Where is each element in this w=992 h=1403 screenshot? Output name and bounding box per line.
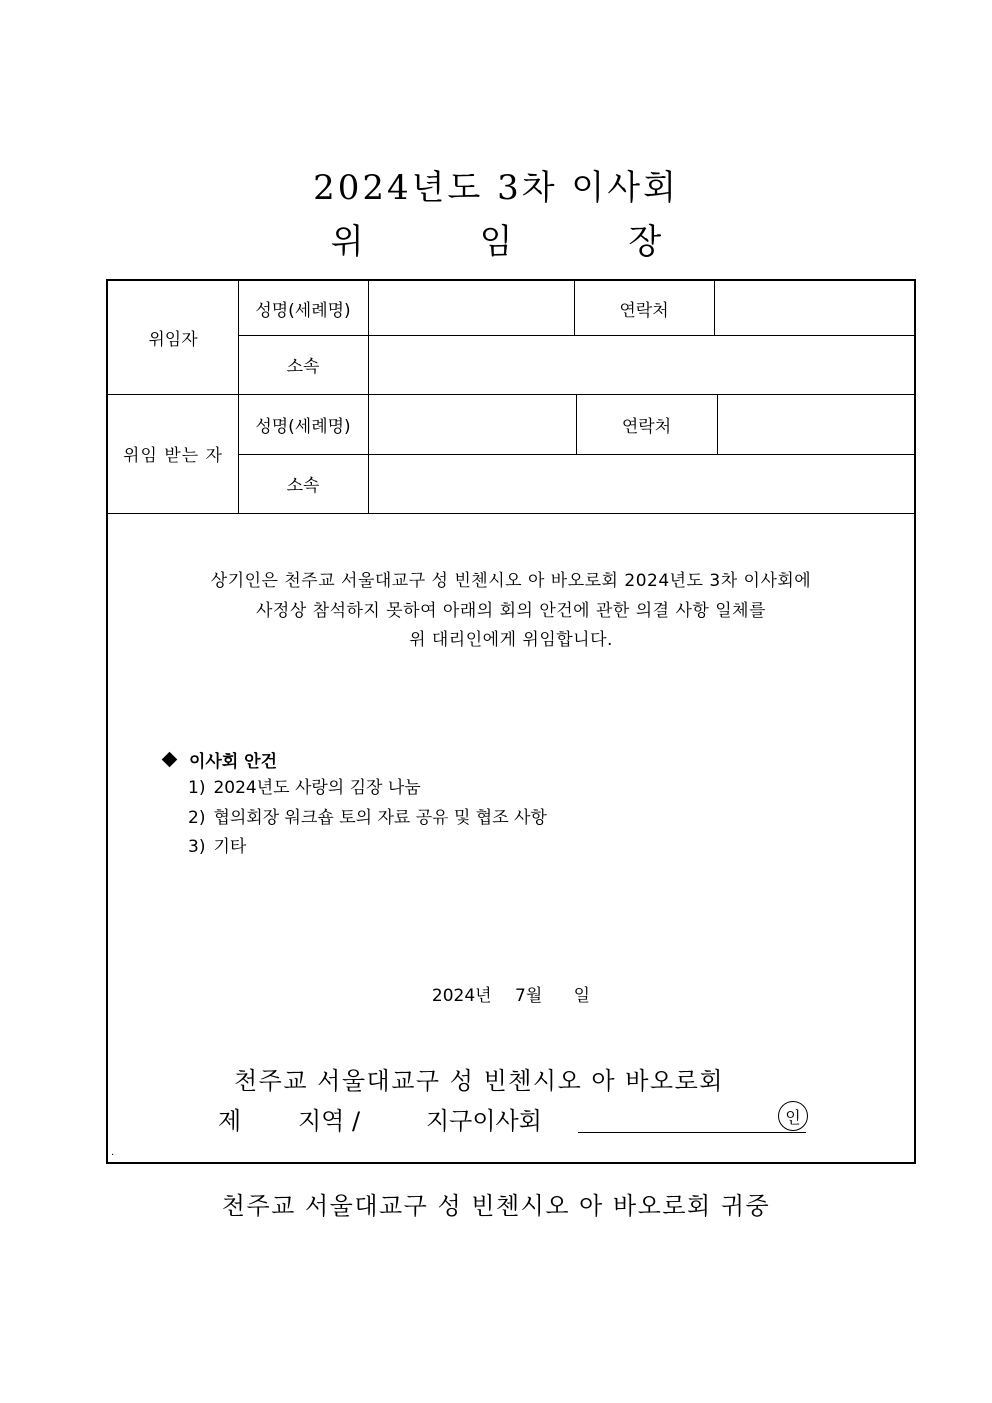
diamond-bullet-icon xyxy=(162,752,178,768)
district-label: 지구이사회 xyxy=(426,1107,542,1135)
signature-line[interactable] xyxy=(578,1132,806,1133)
signing-date xyxy=(108,981,914,1006)
statement-line-2: 사정상 참석하지 못하여 아래의 회의 안건에 관한 의결 사항 일체를 xyxy=(255,600,767,621)
seal-mark: 인 xyxy=(778,1101,808,1131)
grantee-affiliation-label: 소속 xyxy=(286,476,320,496)
grantor-name-label: 성명(세례명) xyxy=(255,300,351,321)
agenda-heading xyxy=(160,745,547,774)
agenda-item-number: 3) xyxy=(188,837,206,857)
agenda-item-number: 1) xyxy=(188,778,206,798)
date-day: 일 xyxy=(573,986,591,1006)
statement-line-1: 상기인은 천주교 서울대교구 성 빈첸시오 아 바오로회 2024년도 3차 이사회에 xyxy=(210,571,812,591)
grantee-affiliation-field[interactable] xyxy=(368,454,914,513)
grantor-contact-field[interactable] xyxy=(714,281,914,335)
agenda-item xyxy=(160,774,547,804)
stray-dot: . xyxy=(111,1147,115,1158)
grantor-label: 위임자 xyxy=(148,330,198,350)
grantor-name-field[interactable] xyxy=(368,281,574,335)
agenda-item-text: 협의회장 워크숍 토의 자료 공유 및 협조 사항 xyxy=(213,807,547,828)
agenda-item-number: 2) xyxy=(188,807,206,828)
statement-line-3: 위 대리인에게 위임합니다. xyxy=(409,630,613,650)
agenda-item xyxy=(160,804,547,834)
agenda-item xyxy=(160,833,547,863)
proxy-form xyxy=(106,279,916,1164)
subtitle-char-3: 장 xyxy=(628,222,662,262)
grantee-contact-label: 연락처 xyxy=(621,416,672,437)
addressee-footer: 천주교 서울대교구 성 빈첸시오 아 바오로회 귀중 xyxy=(221,1192,771,1220)
grantor-contact-label: 연락처 xyxy=(619,300,669,321)
delegation-statement xyxy=(108,567,914,656)
grantor-affiliation-label: 소속 xyxy=(286,357,320,377)
signature-org: 천주교 서울대교구 성 빈첸시오 아 바오로회 xyxy=(234,1067,724,1095)
section-divider xyxy=(108,513,914,514)
agenda-item-text: 기타 xyxy=(213,837,247,857)
agenda-heading-text: 이사회 안건 xyxy=(189,752,278,772)
grantee-name-label: 성명(세례명) xyxy=(255,416,351,437)
date-year: 2024년 xyxy=(431,986,492,1006)
subtitle-char-1: 위 xyxy=(330,222,364,262)
region-label: 지역 / xyxy=(298,1107,361,1135)
grantee-contact-field[interactable] xyxy=(717,394,914,454)
subtitle-char-2: 임 xyxy=(479,222,513,262)
grantee-label: 위임 받는 자 xyxy=(123,446,223,466)
document-subtitle xyxy=(0,214,992,263)
region-prefix: 제 xyxy=(218,1107,242,1135)
date-month: 7월 xyxy=(515,986,543,1006)
grantee-name-field[interactable] xyxy=(368,394,576,454)
grantor-affiliation-field[interactable] xyxy=(368,335,914,394)
agenda-item-text: 2024년도 사랑의 김장 나눔 xyxy=(213,778,421,798)
agenda-section xyxy=(160,745,547,863)
document-title: 2024년도 3차 이사회 xyxy=(313,168,679,208)
